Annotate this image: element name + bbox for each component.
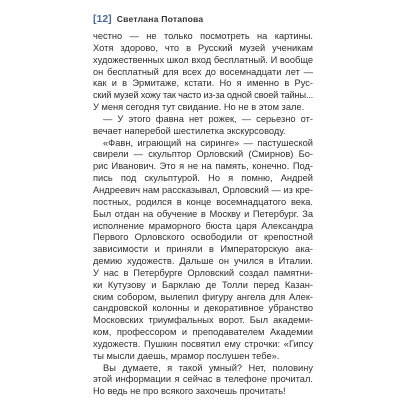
text-line: — У этого фавна нет рожек, — серьезно от- xyxy=(103,113,313,124)
text-line: сандровской колонны и декоративное убранство xyxy=(93,303,313,314)
text-line: У меня сегодня тут свидание. Но не в этом зале. xyxy=(93,102,305,113)
paragraph xyxy=(93,114,313,138)
text-line: ки Кутузову и Барклаю де Толли перед Казан- xyxy=(93,279,313,290)
text-line: Был отдан на обучение в Москву и Петербург. За xyxy=(93,208,313,219)
paragraph xyxy=(93,31,313,114)
text-line: зависимости и приняли в Императорскую ака- xyxy=(93,244,313,255)
text-line: пись под скульптурой. Но я помню, Андрей xyxy=(93,173,313,184)
text-line: Но ведь не про всякого захочешь прочитать! xyxy=(93,386,286,397)
text-line: этой информации я сейчас в телефоне прочитал. xyxy=(93,374,313,385)
text-line: рис Иванович. Это я не на память, конечно. Под- xyxy=(93,161,313,172)
text-line: Первого Орловского освободили от крепостной xyxy=(93,232,313,243)
text-line: он бесплатный для всех до восемнадцати лет — xyxy=(93,66,313,77)
text-line: художеств. Пушкин посвятил ему строчки: «Гипсу xyxy=(93,338,313,349)
text-line: ком, профессором и преподавателем Академии xyxy=(93,327,313,338)
text-line: У нас в Петербурге Орловский создал памятни- xyxy=(93,267,313,278)
text-line: ты мысли даешь, мрамор послушен тебе». xyxy=(93,350,280,361)
text-line: «Фавн, играющий на сиринге» — пастушеской xyxy=(103,137,313,148)
text-line: честно — не только посмотреть на картины. xyxy=(93,31,313,41)
paragraph xyxy=(93,138,313,363)
running-header-author: Светлана Потапова xyxy=(116,14,204,24)
text-line: вечает наперебой шестилетка экскурсоводу. xyxy=(93,125,286,136)
text-line: ский музей хожу так часто из-за одной своей тайны... xyxy=(93,90,313,101)
text-line: демию художеств. Дальше он учился в Италии. xyxy=(93,256,313,267)
page-number: [12] xyxy=(93,13,112,25)
running-header xyxy=(93,12,203,24)
text-column xyxy=(93,31,313,398)
text-line: как и в Эрмитаже, кстати. Но я именно в Рус- xyxy=(93,78,313,89)
text-line: Московских триумфальных ворот. Был академи- xyxy=(93,315,313,326)
text-line: Вы думаете, я такой умный? Нет, половину xyxy=(103,362,313,373)
text-line: ским собором, вылепил фигуру ангела для Алек- xyxy=(93,291,313,302)
text-line: Андреевич нам рассказывал, Орловский — из кре- xyxy=(93,184,313,195)
text-line: Хотя здорово, что в Русский музей ученикам xyxy=(93,42,313,53)
text-line: художественных школ вход бесплатный. И вообще xyxy=(93,54,313,65)
text-line: свирели — скульптор Орловский (Смирнов) Бо- xyxy=(93,149,313,160)
text-line: постных, родился в конце восемнадцатого века. xyxy=(93,196,313,207)
paragraph xyxy=(93,363,313,399)
text-line: исполнение мраморного бюста царя Александра xyxy=(93,220,313,231)
